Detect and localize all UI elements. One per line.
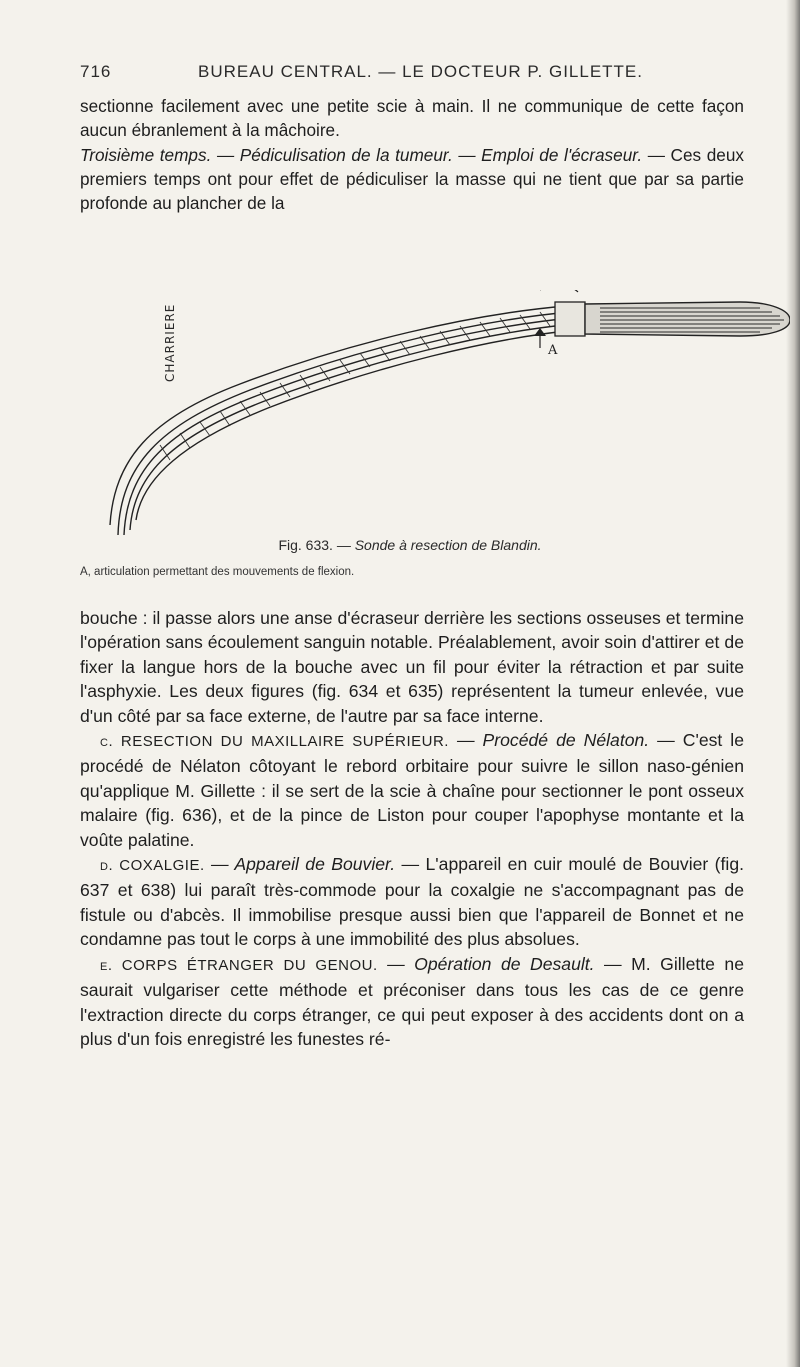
section-body-third-stage: — Ces deux premiers temps ont pour effet de pédiculiser la masse qui ne tient que par sa partie profonde au plancher de la	[80, 144, 744, 214]
running-header	[80, 62, 730, 86]
articulation-joint	[540, 290, 585, 336]
section-c-body: — C'est le procédé de Nélaton côtoyant le rebord orbitaire pour suivre le sillon naso-génien qu'applique M. Gillette : il se sert de la scie à chaîne pour sectionner le pont osseux malaire (fig. 636), et de la pince de Liston pour couper l'apophyse montante et la voûte palatine.	[80, 730, 744, 850]
section-e-body: — M. Gillette ne saurait vulgariser cette méthode et préconiser dans tous les cas de ce genre l'extraction directe du corps étranger, ce qui peut exposer à des accidents dont on a plus d'un fois enregistré les funestes ré-	[80, 953, 744, 1049]
section-e-title: — Opération de Desault.	[377, 953, 595, 974]
caption-prefix: Fig. 633. —	[278, 537, 355, 553]
section-title-third-stage: Troisième temps. — Pédiculisation de la tumeur. — Emploi de l'écraseur.	[80, 144, 643, 165]
main-text	[80, 606, 744, 1051]
maker-engraving: CHARRIERE	[163, 303, 177, 382]
figure-caption	[0, 537, 800, 553]
caption-title: Sonde à resection de Blandin.	[354, 537, 542, 553]
label-a: A	[548, 343, 558, 358]
section-d-label: d. COXALGIE.	[100, 857, 205, 875]
section-c-title: — Procédé de Nélaton.	[448, 730, 650, 751]
paragraph-ecraseur: bouche : il passe alors une anse d'écraseur derrière les sections osseuses et termine l'opération sans écoulement sanguin notable. Préalablement, avoir soin d'attirer et de fixer la langue hors de la bouche avec un fil pour éviter la rétraction et par suite l'asphyxie. Les deux figures (fig. 634 et 635) représentent la tumeur enlevée, vue d'un côté par sa face externe, de l'autre par sa face interne.	[80, 608, 744, 726]
section-d-title: — Appareil de Bouvier.	[204, 854, 396, 875]
figure-legend: A, articulation permettant des mouvements de flexion.	[80, 566, 355, 578]
surgical-probe-illustration	[100, 290, 790, 555]
running-head: BUREAU CENTRAL. — LE DOCTEUR P. GILLETTE.	[198, 62, 643, 81]
probe-handle	[585, 302, 790, 336]
section-d-body: — L'appareil en cuir moulé de Bouvier (fig. 637 et 638) lui paraît très-commode pour la coxalgie ne s'accompagnant pas de fistule ou d'abcès. Il immobilise presque aussi bien que l'appareil de Bonnet et ne condamne pas tout le corps à une immobilité des plus absolues.	[80, 854, 744, 950]
section-e-label: e. CORPS ÉTRANGER DU GENOU.	[100, 956, 378, 974]
section-c-label: c. RESECTION DU MAXILLAIRE SUPÉRIEUR.	[100, 733, 449, 751]
intro-line: sectionne facilement avec une petite scie à main. Il ne communique de cette façon aucun ébranlement à la mâchoire.	[80, 96, 744, 141]
intro-paragraph	[80, 94, 744, 215]
page-number: 716	[80, 62, 112, 81]
page-edge-shadow	[786, 0, 800, 1367]
